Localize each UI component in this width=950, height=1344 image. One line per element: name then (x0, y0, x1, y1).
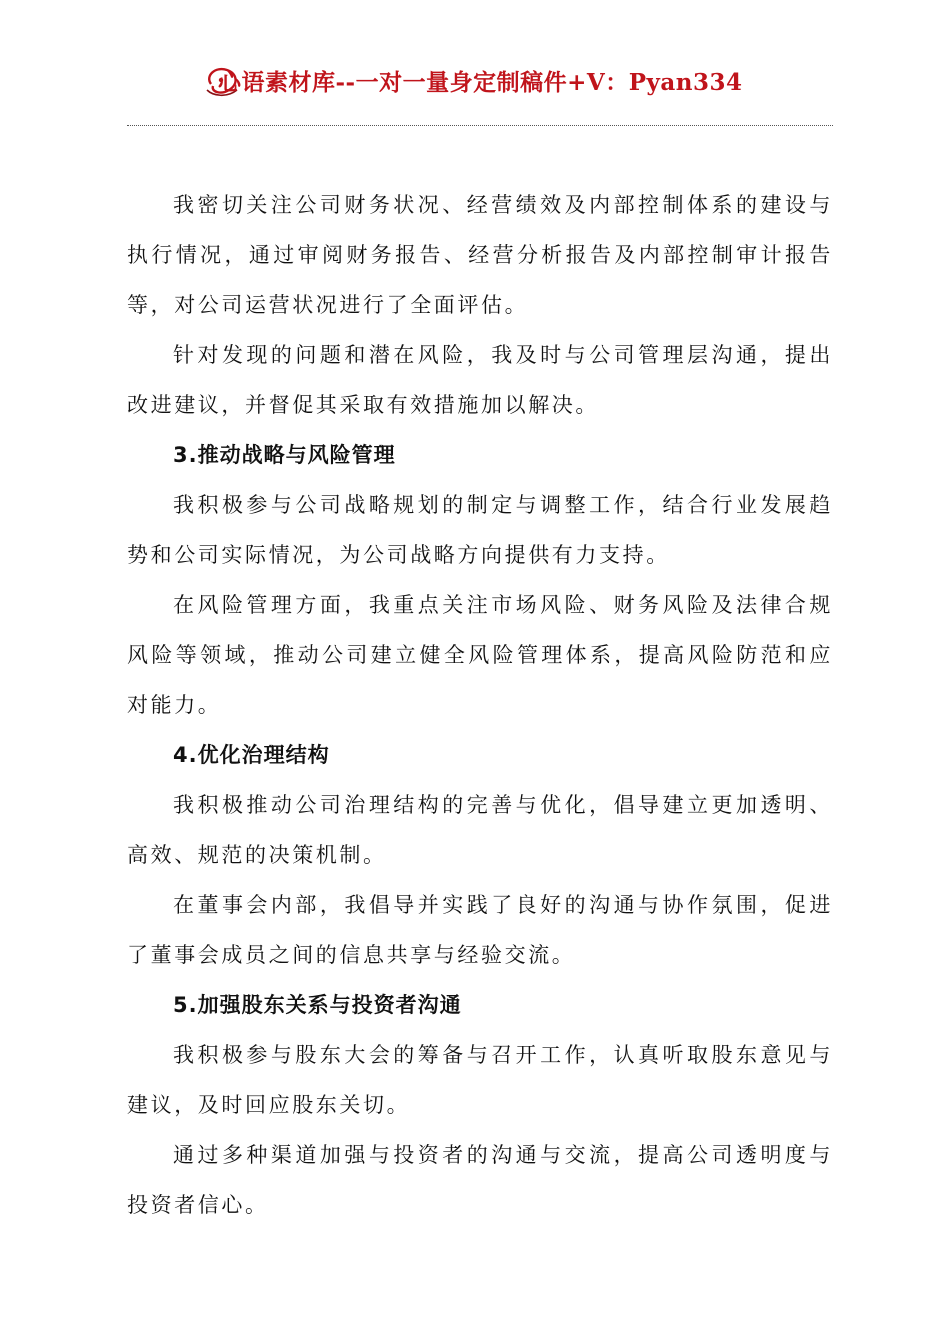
page-header (0, 58, 950, 108)
section-heading: 3.推动战略与风险管理 (173, 443, 396, 467)
section-heading: 4.优化治理结构 (173, 743, 330, 767)
document-body (127, 180, 833, 1230)
paragraph: 在董事会内部，我倡导并实践了良好的沟通与协作氛围，促进了董事会成员之间的信息共享与经验交流。 (127, 893, 833, 967)
paragraph: 在风险管理方面，我重点关注市场风险、财务风险及法律合规风险等领域，推动公司建立健全风险管理体系，提高风险防范和应对能力。 (127, 593, 833, 717)
paragraph: 我积极推动公司治理结构的完善与优化，倡导建立更加透明、高效、规范的决策机制。 (127, 793, 833, 867)
section-heading: 5.加强股东关系与投资者沟通 (173, 993, 462, 1017)
paragraph: 我积极参与股东大会的筹备与召开工作，认真听取股东意见与建议，及时回应股东关切。 (127, 1043, 833, 1117)
header-divider (127, 125, 833, 126)
header-title: 心语素材库--一对一量身定制稿件+V：Pyan334 (218, 69, 743, 96)
paragraph: 通过多种渠道加强与投资者的沟通与交流，提高公司透明度与投资者信心。 (127, 1143, 833, 1217)
paragraph: 针对发现的问题和潜在风险，我及时与公司管理层沟通，提出改进建议，并督促其采取有效措施加以解决。 (127, 343, 833, 417)
paragraph: 我密切关注公司财务状况、经营绩效及内部控制体系的建设与执行情况，通过审阅财务报告、经营分析报告及内部控制审计报告等，对公司运营状况进行了全面评估。 (127, 193, 833, 317)
paragraph: 我积极参与公司战略规划的制定与调整工作，结合行业发展趋势和公司实际情况，为公司战略方向提供有力支持。 (127, 493, 833, 567)
